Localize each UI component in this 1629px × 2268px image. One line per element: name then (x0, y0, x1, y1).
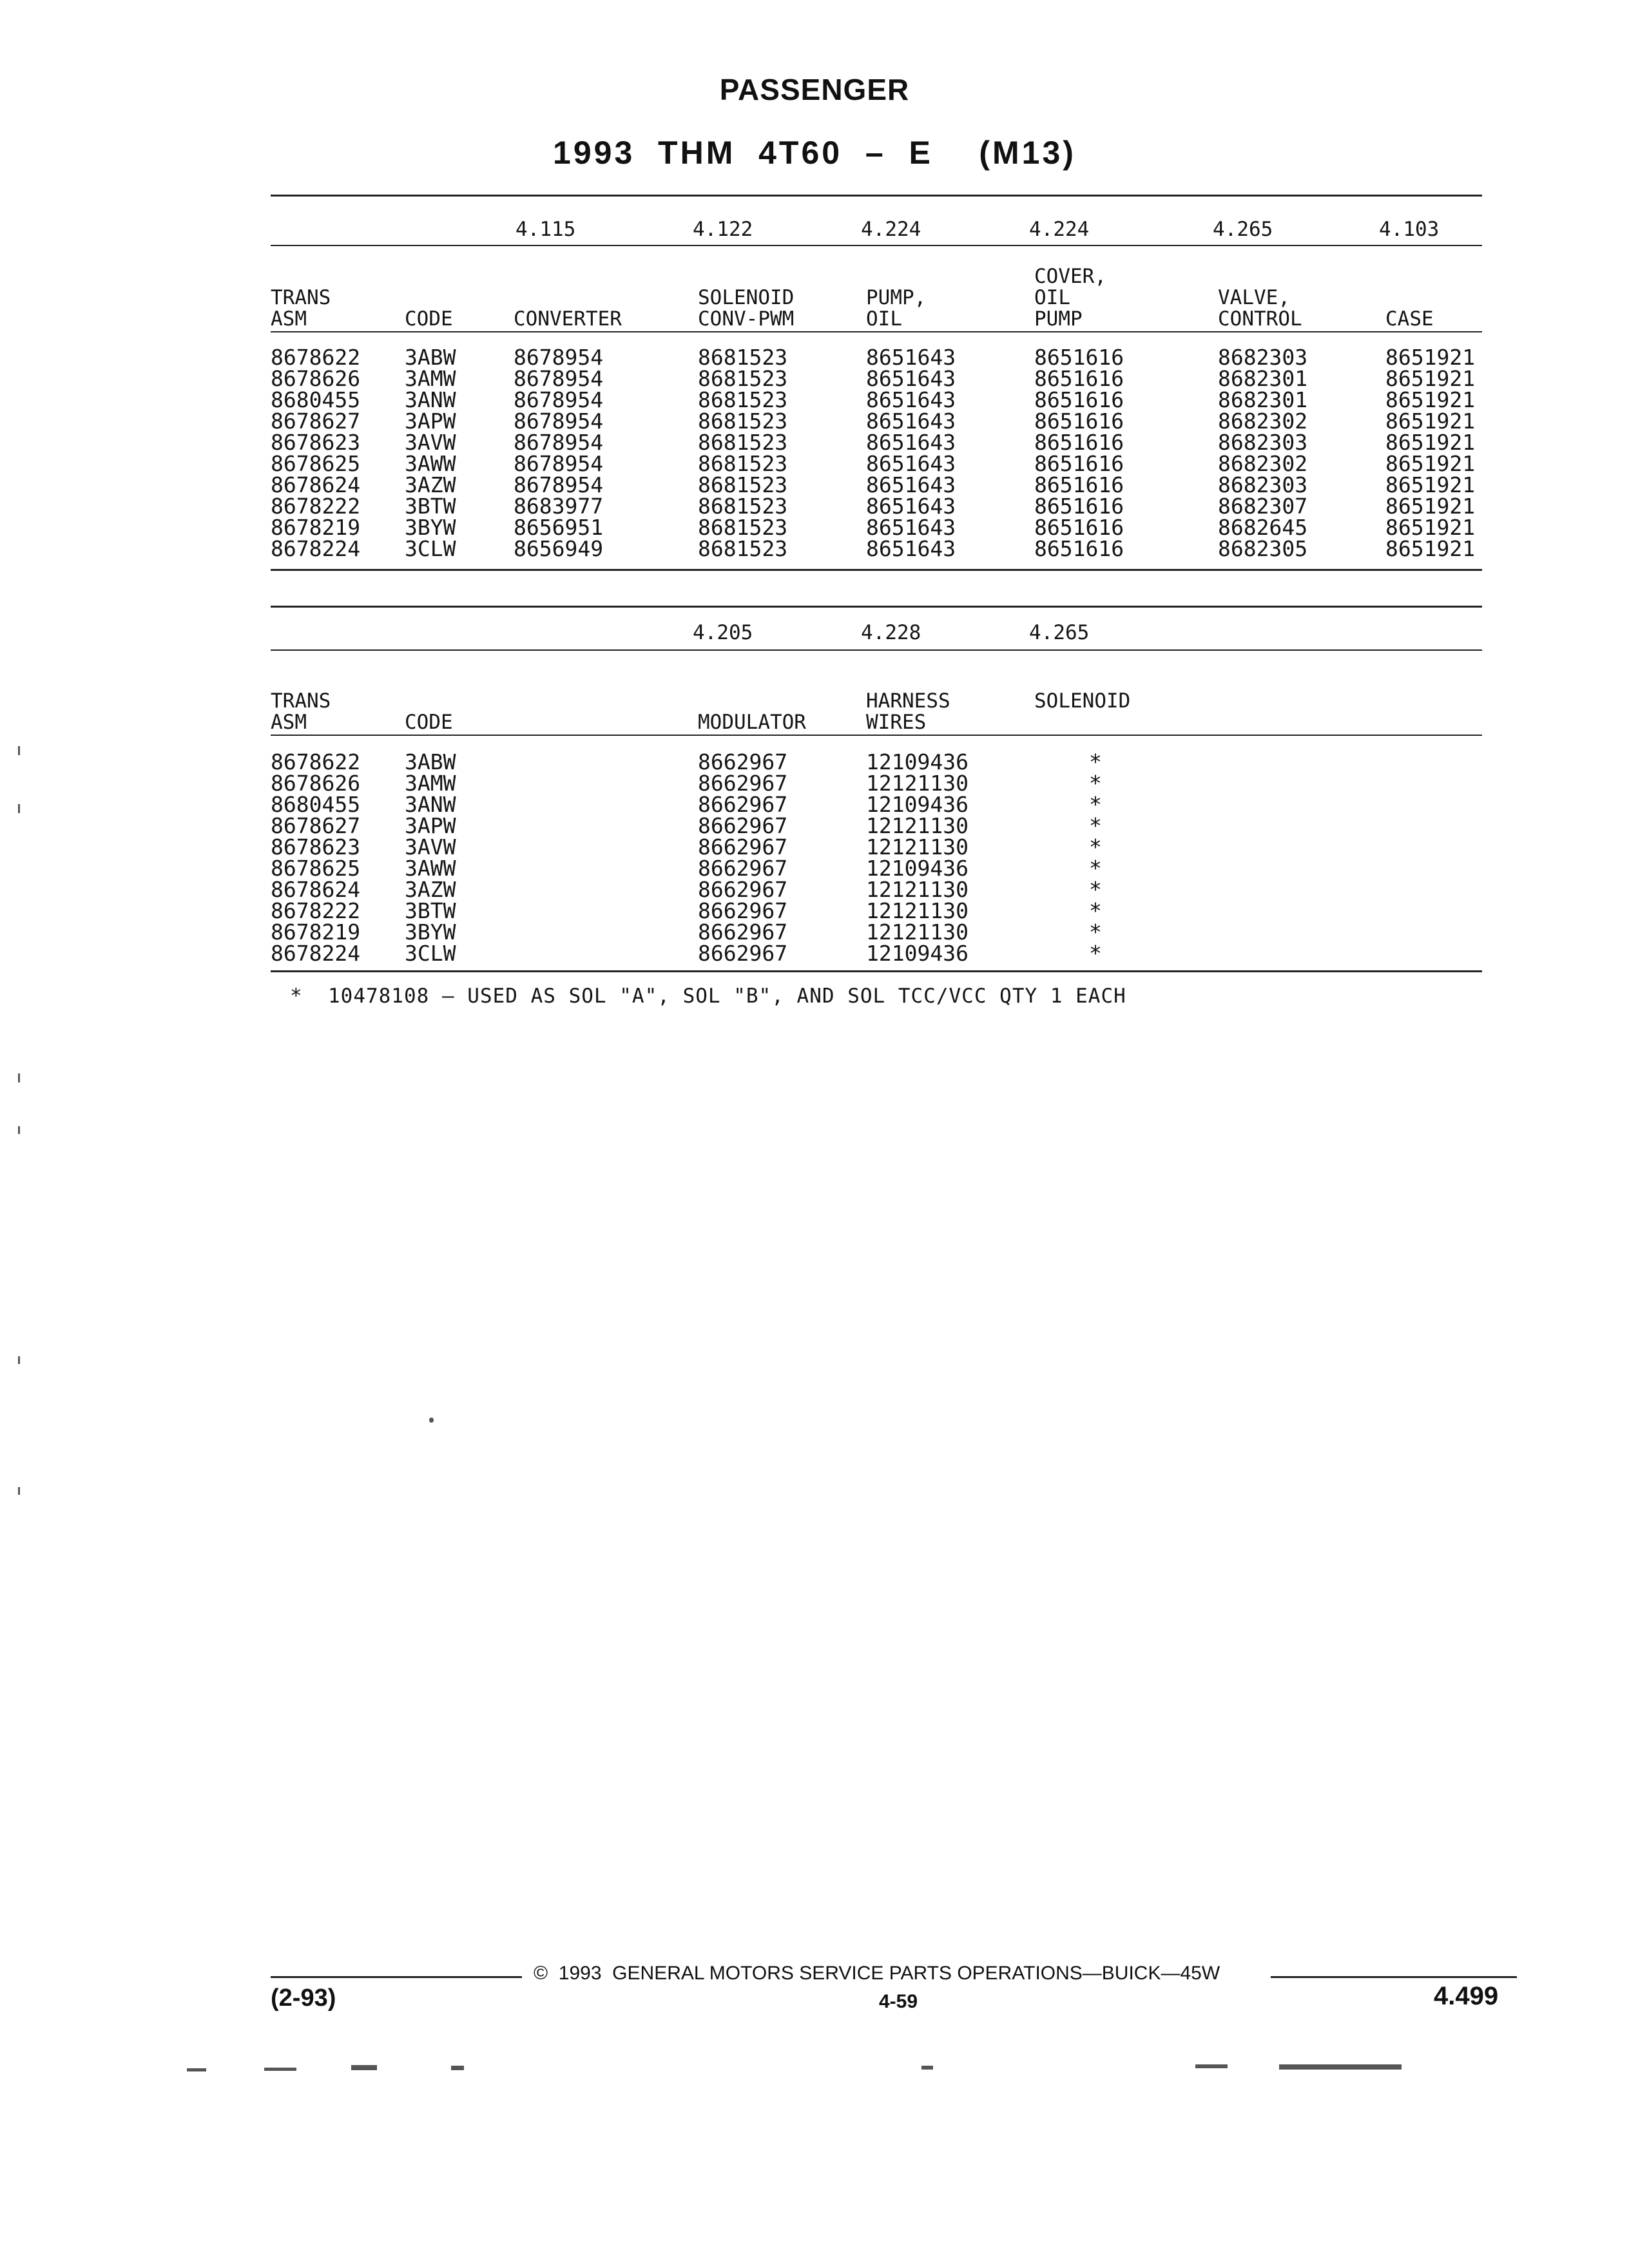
table1-cell: 8682303 (1218, 472, 1308, 497)
table2-top-rule (271, 606, 1482, 608)
table1-cell: 8681523 (698, 387, 788, 412)
table2-cell: * (1089, 813, 1102, 838)
table1-cell: 8681523 (698, 408, 788, 434)
scan-speck (18, 1073, 20, 1082)
table1-cell: 8678954 (514, 345, 604, 370)
table2-cell: 8662967 (698, 919, 788, 945)
table1-top-rule (271, 195, 1482, 197)
table1-cell: 3AMW (405, 366, 456, 391)
table1-cell: 8682303 (1218, 345, 1308, 370)
table1-cell: 8678626 (271, 366, 361, 391)
table1-cell: 8651643 (866, 345, 956, 370)
table1-cell: 8682301 (1218, 366, 1308, 391)
table1-cell: 8651921 (1385, 472, 1476, 497)
table1-col-trans-asm: TRANS ASM (271, 286, 331, 331)
table2-cell: 8678622 (271, 749, 361, 774)
table1-col-case: CASE (1385, 307, 1434, 331)
table2-cell: 12109436 (866, 856, 969, 881)
table2-cell: 12121130 (866, 919, 969, 945)
table2-cell: * (1089, 898, 1102, 923)
table2-col-modulator: MODULATOR (698, 711, 806, 734)
table1-cell: 8678954 (514, 387, 604, 412)
table2-cell: 8662967 (698, 856, 788, 881)
footer-page-ref: 4-59 (879, 1991, 918, 2012)
table1-cell: 8651616 (1034, 345, 1124, 370)
table1-cell: 8651616 (1034, 366, 1124, 391)
table1-cell: 8681523 (698, 430, 788, 455)
table1-cell: 8651616 (1034, 430, 1124, 455)
table2-cell: 8662967 (698, 771, 788, 796)
table2-ref-solenoid: 4.265 (1029, 621, 1090, 644)
table1-col-pump: PUMP, OIL (866, 286, 927, 331)
footer-copyright: © 1993 GENERAL MOTORS SERVICE PARTS OPERATIONS—BUICK—45W (534, 1963, 1220, 1984)
table2-cell: * (1089, 877, 1102, 902)
table2-cell: 8680455 (271, 792, 361, 817)
table2-cell: 12121130 (866, 771, 969, 796)
table1-cell: 8651616 (1034, 451, 1124, 476)
table2-cell: 8678626 (271, 771, 361, 796)
table1-cell: 8651921 (1385, 494, 1476, 519)
table1-cell: 8681523 (698, 515, 788, 540)
table2-cell: 8678627 (271, 813, 361, 838)
table2-cell: 8662967 (698, 877, 788, 902)
table2-cell: * (1089, 941, 1102, 966)
scan-speck (18, 1126, 20, 1134)
table1-cell: 8682301 (1218, 387, 1308, 412)
footer-page-number: 4.499 (1434, 1982, 1499, 2010)
table1-col-solenoid: SOLENOID CONV-PWM (698, 286, 795, 331)
table1-cell: 8651643 (866, 366, 956, 391)
table2-footnote: * 10478108 – USED AS SOL "A", SOL "B", AND SOL TCC/VCC QTY 1 EACH (290, 985, 1126, 1008)
table1-cell: 8683977 (514, 494, 604, 519)
table2-cell: 12109436 (866, 792, 969, 817)
table1-cell: 3CLW (405, 536, 456, 561)
table2-cell: * (1089, 834, 1102, 860)
table1-cell: 8651921 (1385, 345, 1476, 370)
table1-cell: 8678623 (271, 430, 361, 455)
table1-cell: 8678627 (271, 408, 361, 434)
table2-cell: 8678222 (271, 898, 361, 923)
table2-cell: 8678623 (271, 834, 361, 860)
table1-cell: 8651643 (866, 430, 956, 455)
table2-cell: 8662967 (698, 834, 788, 860)
table1-cell: 8651643 (866, 387, 956, 412)
table1-cell: 8678954 (514, 408, 604, 434)
table2-col-trans-asm: TRANS ASM (271, 689, 331, 734)
table1-ref-pump: 4.224 (861, 218, 921, 241)
table1-bottom-rule (271, 569, 1482, 571)
scan-speck (18, 804, 20, 813)
table1-cell: 8651616 (1034, 387, 1124, 412)
table1-cell: 8651616 (1034, 408, 1124, 434)
table2-cell: 3AMW (405, 771, 456, 796)
scan-speck (1279, 2064, 1402, 2070)
table2-ref-modulator: 4.205 (693, 621, 753, 644)
scan-speck (18, 1487, 20, 1495)
table1-cell: 8682305 (1218, 536, 1308, 561)
table2-cell: * (1089, 749, 1102, 774)
table1-ref-cover: 4.224 (1029, 218, 1090, 241)
table1-cell: 8651643 (866, 472, 956, 497)
table2-cell: 12121130 (866, 813, 969, 838)
table1-cell: 8678954 (514, 472, 604, 497)
table2-ref-harness: 4.228 (861, 621, 921, 644)
scan-speck (451, 2066, 464, 2070)
table1-cell: 3BTW (405, 494, 456, 519)
table2-cell: * (1089, 792, 1102, 817)
table2-cell: 3AVW (405, 834, 456, 860)
scan-speck (1195, 2064, 1228, 2068)
scan-speck (351, 2065, 377, 2070)
table1-ref-valve: 4.265 (1213, 218, 1273, 241)
table1-cell: 8680455 (271, 387, 361, 412)
table2-cell: 8662967 (698, 941, 788, 966)
table1-ref-case: 4.103 (1379, 218, 1440, 241)
table2-cell: 3APW (405, 813, 456, 838)
table1-cell: 8678219 (271, 515, 361, 540)
table1-cell: 8651921 (1385, 387, 1476, 412)
table1-cell: 3APW (405, 408, 456, 434)
table1-cell: 8678954 (514, 430, 604, 455)
table2-cell: 8662967 (698, 749, 788, 774)
table2-cell: * (1089, 856, 1102, 881)
scan-speck (921, 2066, 933, 2070)
table2-cell: * (1089, 771, 1102, 796)
table2-cell: 8678625 (271, 856, 361, 881)
table1-cell: 8682302 (1218, 408, 1308, 434)
table1-cell: 8678624 (271, 472, 361, 497)
table1-col-converter: CONVERTER (514, 307, 622, 331)
table2-header-rule (271, 735, 1482, 736)
table1-col-valve: VALVE, CONTROL (1218, 286, 1302, 331)
scan-speck (264, 2068, 296, 2071)
footer-rule-left (271, 1976, 522, 1978)
table1-cell: 8682645 (1218, 515, 1308, 540)
table1-cell: 8651643 (866, 515, 956, 540)
table1-cell: 8651616 (1034, 515, 1124, 540)
table1-col-cover: COVER, OIL PUMP (1034, 265, 1106, 331)
scan-speck (187, 2068, 206, 2071)
table2-cell: 8678224 (271, 941, 361, 966)
table2-cell: 12121130 (866, 834, 969, 860)
table1-ref-rule (271, 245, 1482, 246)
footer-rule-right (1271, 1976, 1517, 1978)
scan-speck (18, 746, 20, 755)
table2-bottom-rule (271, 970, 1482, 972)
table2-cell: 3BYW (405, 919, 456, 945)
table2-cell: 3AWW (405, 856, 456, 881)
table2-cell: 3CLW (405, 941, 456, 966)
table1-cell: 8681523 (698, 472, 788, 497)
table1-cell: 8681523 (698, 366, 788, 391)
table1-cell: 8682302 (1218, 451, 1308, 476)
table1-cell: 8651643 (866, 408, 956, 434)
table1-cell: 3AZW (405, 472, 456, 497)
table1-cell: 8651643 (866, 451, 956, 476)
table2-cell: 3AZW (405, 877, 456, 902)
table1-cell: 8682303 (1218, 430, 1308, 455)
table1-cell: 8678224 (271, 536, 361, 561)
table1-cell: 3BYW (405, 515, 456, 540)
table2-ref-rule (271, 649, 1482, 651)
table1-cell: 8651643 (866, 494, 956, 519)
table1-cell: 3AWW (405, 451, 456, 476)
table1-cell: 8681523 (698, 451, 788, 476)
table1-cell: 8678625 (271, 451, 361, 476)
table2-cell: 8662967 (698, 898, 788, 923)
table2-cell: * (1089, 919, 1102, 945)
table2-cell: 8678219 (271, 919, 361, 945)
table1-cell: 8651616 (1034, 494, 1124, 519)
table1-header-rule (271, 331, 1482, 332)
table1-cell: 8651616 (1034, 472, 1124, 497)
table1-cell: 8681523 (698, 345, 788, 370)
table1-cell: 8681523 (698, 536, 788, 561)
table2-cell: 8662967 (698, 813, 788, 838)
table1-cell: 3ANW (405, 387, 456, 412)
table2-cell: 12109436 (866, 749, 969, 774)
table1-cell: 8656951 (514, 515, 604, 540)
scan-speck (18, 1356, 20, 1364)
table1-cell: 8651921 (1385, 451, 1476, 476)
table2-cell: 3BTW (405, 898, 456, 923)
table1-cell: 8651921 (1385, 536, 1476, 561)
table2-cell: 8662967 (698, 792, 788, 817)
table2-col-solenoid: SOLENOID (1034, 689, 1131, 713)
table2-cell: 3ABW (405, 749, 456, 774)
table1-cell: 8678954 (514, 366, 604, 391)
table1-cell: 8651921 (1385, 366, 1476, 391)
table1-ref-converter: 4.115 (516, 218, 576, 241)
table2-cell: 3ANW (405, 792, 456, 817)
table1-cell: 8656949 (514, 536, 604, 561)
table1-cell: 3ABW (405, 345, 456, 370)
table1-cell: 8651921 (1385, 408, 1476, 434)
table1-col-code: CODE (405, 307, 453, 331)
table2-col-harness: HARNESS WIRES (866, 689, 950, 734)
table1-cell: 8651616 (1034, 536, 1124, 561)
table2-cell: 12121130 (866, 898, 969, 923)
footer-date-code: (2-93) (271, 1984, 336, 2012)
table2-cell: 12121130 (866, 877, 969, 902)
page-category: PASSENGER (719, 73, 910, 106)
table1-cell: 8651921 (1385, 430, 1476, 455)
table1-cell: 8678954 (514, 451, 604, 476)
table1-ref-solenoid: 4.122 (693, 218, 753, 241)
table1-cell: 8651643 (866, 536, 956, 561)
page-title: 1993 THM 4T60 – E (M13) (553, 135, 1076, 171)
table2-col-code: CODE (405, 711, 453, 734)
table2-cell: 12109436 (866, 941, 969, 966)
table2-cell: 8678624 (271, 877, 361, 902)
table1-cell: 8682307 (1218, 494, 1308, 519)
table1-cell: 8678222 (271, 494, 361, 519)
table1-cell: 8678622 (271, 345, 361, 370)
table1-cell: 3AVW (405, 430, 456, 455)
table1-cell: 8681523 (698, 494, 788, 519)
table1-cell: 8651921 (1385, 515, 1476, 540)
scan-speck (429, 1418, 434, 1423)
